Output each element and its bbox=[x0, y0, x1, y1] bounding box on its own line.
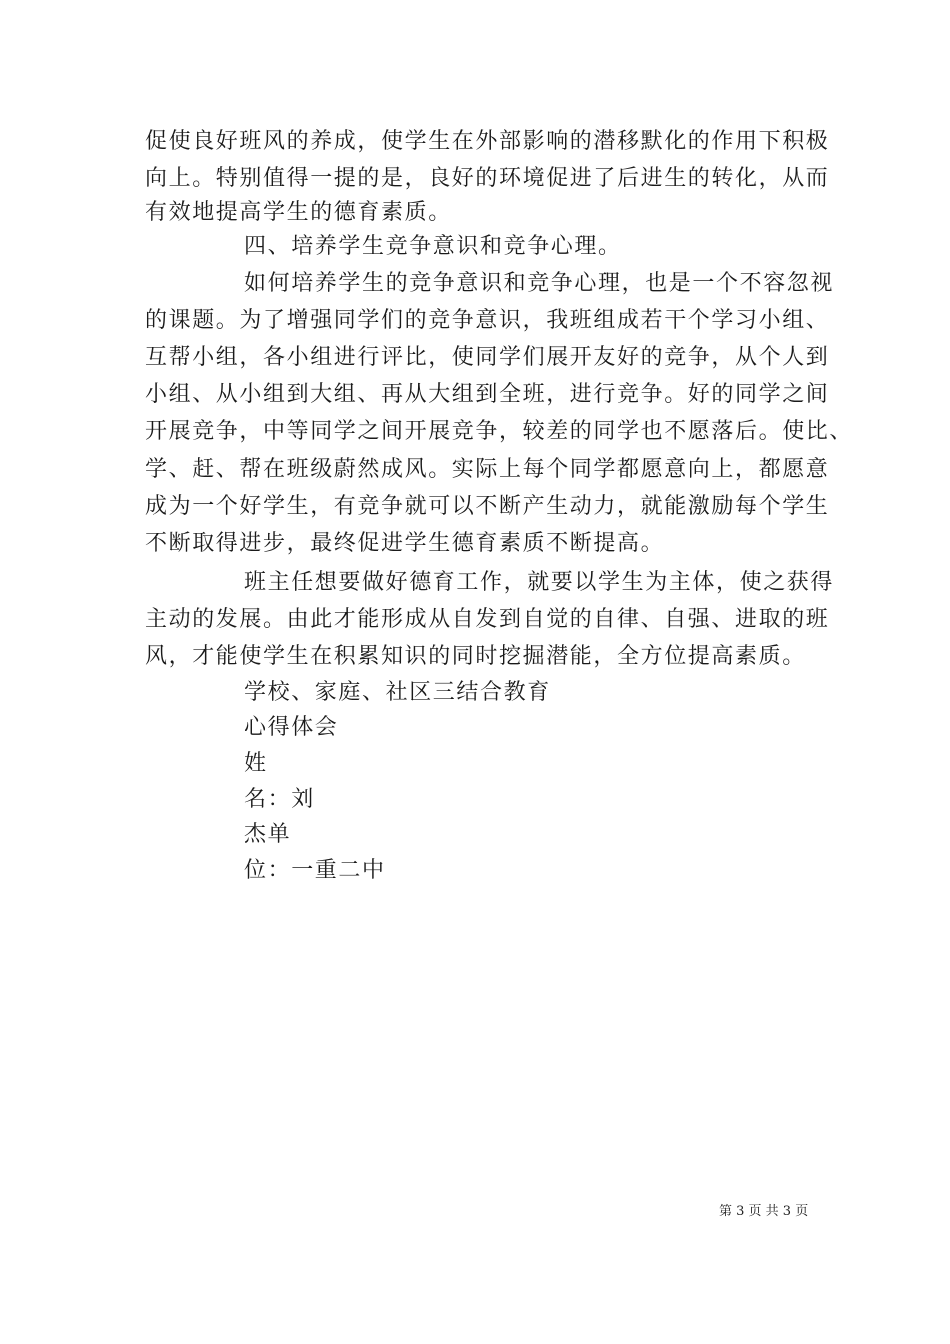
paragraph-line: 不断取得进步，最终促进学生德育素质不断提高。 bbox=[145, 531, 665, 556]
paragraph-line: 向上。特别值得一提的是，良好的环境促进了后进生的转化，从而 bbox=[145, 166, 830, 191]
paragraph-line: 开展竞争，中等同学之间开展竞争，较差的同学也不愿落后。使比、 bbox=[145, 419, 854, 444]
paragraph-line: 学、赶、帮在班级蔚然成风。实际上每个同学都愿意向上，都愿意 bbox=[145, 457, 830, 482]
paragraph-line: 小组、从小组到大组、再从大组到全班，进行竞争。好的同学之间 bbox=[145, 382, 830, 407]
paragraph-line: 促使良好班风的养成，使学生在外部影响的潜移默化的作用下积极 bbox=[145, 129, 830, 154]
paragraph-line: 成为一个好学生，有竞争就可以不断产生动力，就能激励每个学生 bbox=[145, 494, 830, 519]
paragraph-line: 风，才能使学生在积累知识的同时挖掘潜能，全方位提高素质。 bbox=[145, 644, 806, 669]
paragraph-line: 班主任想要做好德育工作，就要以学生为主体，使之获得 bbox=[244, 570, 835, 595]
info-line: 姓 bbox=[244, 751, 268, 776]
paragraph-line: 互帮小组，各小组进行评比，使同学们展开友好的竞争，从个人到 bbox=[145, 345, 830, 370]
title-line: 心得体会 bbox=[244, 715, 339, 740]
info-line: 位：一重二中 bbox=[244, 858, 386, 883]
section-heading: 四、培养学生竞争意识和竞争心理。 bbox=[244, 234, 622, 259]
paragraph-line: 的课题。为了增强同学们的竞争意识，我班组成若干个学习小组、 bbox=[145, 308, 830, 333]
title-line: 学校、家庭、社区三结合教育 bbox=[244, 680, 551, 705]
paragraph-line: 有效地提高学生的德育素质。 bbox=[145, 200, 452, 225]
info-line: 名：刘 bbox=[244, 787, 315, 812]
page-number: 第 3 页 共 3 页 bbox=[719, 1204, 809, 1219]
paragraph-line: 主动的发展。由此才能形成从自发到自觉的自律、自强、进取的班 bbox=[145, 607, 830, 632]
info-line: 杰单 bbox=[244, 822, 292, 847]
paragraph-line: 如何培养学生的竞争意识和竞争心理，也是一个不容忽视 bbox=[244, 271, 835, 296]
